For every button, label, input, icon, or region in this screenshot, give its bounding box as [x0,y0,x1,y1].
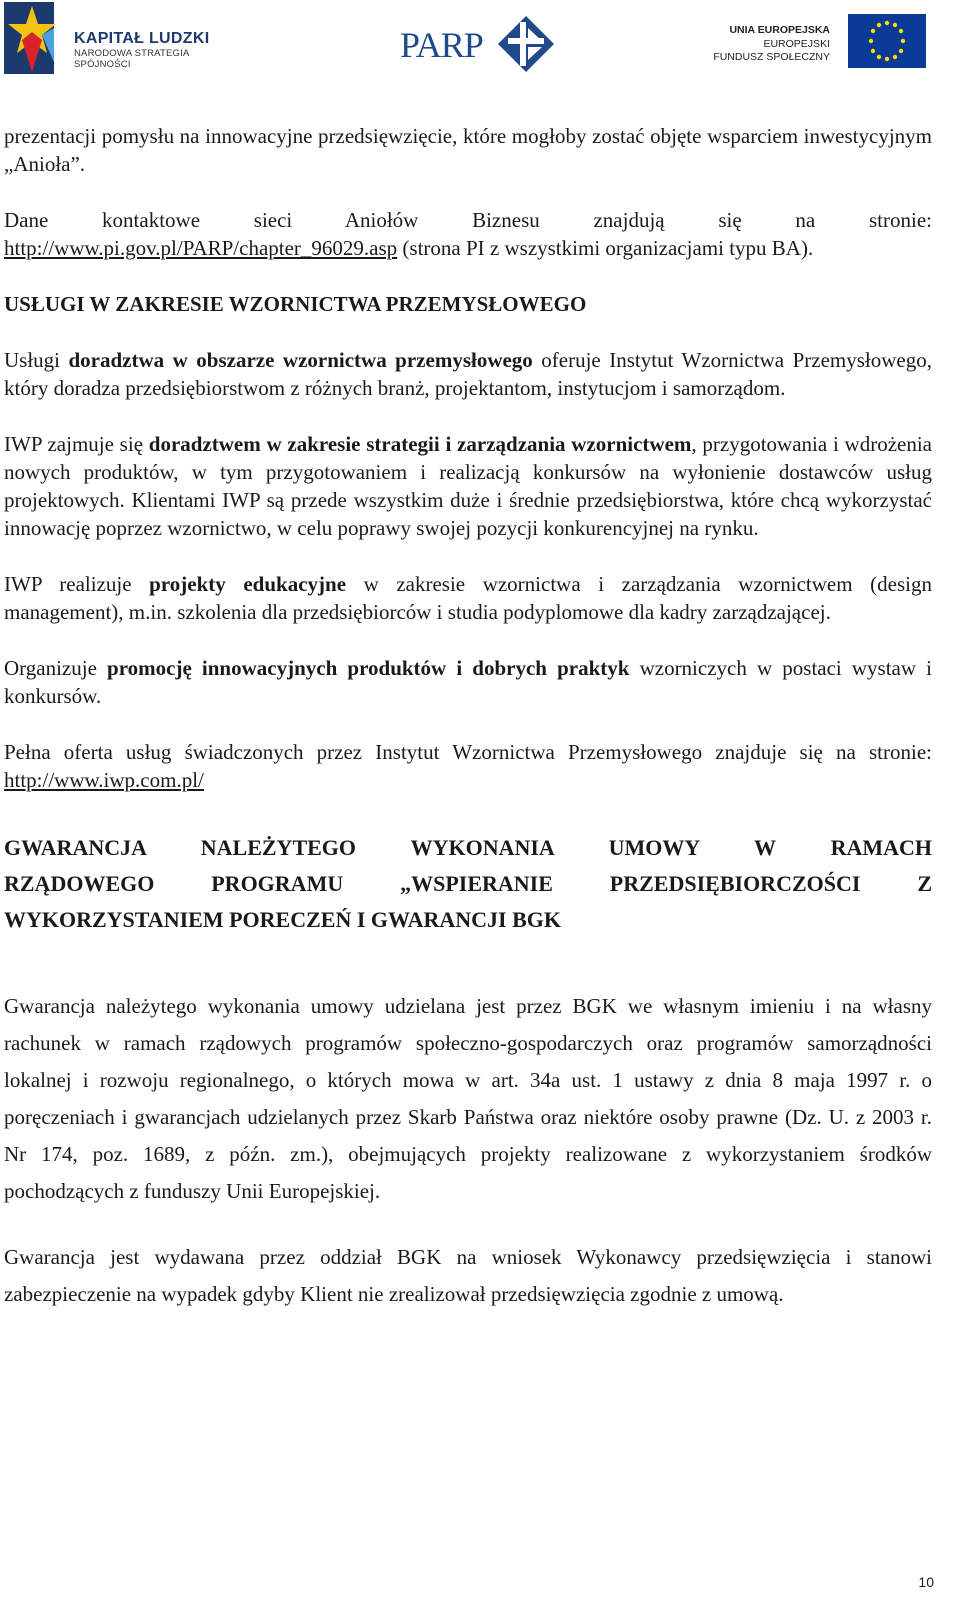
design-consulting-rest: oferuje Instytut Wzornictwa Przemysłowego, który doradza przedsiębiorstwom z różnych branż, projektantom, instytucjom i samorządom. [4,348,932,400]
angels-contact-suffix: (strona PI z wszystkimi organizacjami typu BA). [397,236,814,260]
iwp-link[interactable]: http://www.iwp.com.pl/ [4,768,204,792]
iwp-strategy-rest: , przygotowania i wdrożenia nowych produktów, w tym przygotowaniem i realizacją konkursów na wyłonienie dostawców usług projektowych. Klientami IWP są przede wszystkim duże i średnie przedsiębiorstwa, które chcą wykorzystać innowację poprzez wzornictwo, w celu poprawy swojej pozycji konkurencyjnej na rynku. [4,432,932,540]
page-header [0,0,960,82]
page-number: 10 [918,1574,934,1590]
paragraph-promotion [4,654,932,710]
kapital-ludzki-subtitle: NARODOWA STRATEGIA SPÓJNOŚCI [74,48,189,70]
pi-gov-link[interactable]: http://www.pi.gov.pl/PARP/chapter_96029.asp [4,236,398,260]
promotion-rest: wzorniczych w postaci wystaw i konkursów. [4,656,932,708]
parp-logo [400,14,560,72]
paragraph-iwp-strategy [4,430,932,542]
heading-industrial-design: USŁUGI W ZAKRESIE WZORNICTWA PRZEMYSŁOWEGO [4,292,587,316]
paragraph-iwp-offer [4,738,932,794]
angels-contact-text: Dane kontaktowe sieci Aniołów Biznesu znajdują się na stronie: [4,208,932,232]
paragraph-guarantee-issuance: Gwarancja jest wydawana przez oddział BGK na wniosek Wykonawcy przedsięwzięcia i stanowi zabezpieczenie na wypadek gdyby Klient nie zrealizował przedsięwzięcia zgodnie z umową. [4,1245,932,1306]
kapital-ludzki-star-icon [4,2,70,74]
heading-bgk-line2: RZĄDOWEGO PROGRAMU „WSPIERANIE PRZEDSIĘBIORCZOŚCI Z [4,871,932,896]
promotion-intro: Organizuje [4,656,108,680]
iwp-education-intro: IWP realizuje [4,572,150,596]
paragraph-design-consulting [4,346,932,402]
heading-bgk-line1: GWARANCJA NALEŻYTEGO WYKONANIA UMOWY W RAMACH [4,835,932,860]
parp-arrows-icon [498,16,554,72]
iwp-offer-text: Pełna oferta usług świadczonych przez Instytut Wzornictwa Przemysłowego znajduje się na stronie: [4,740,932,764]
kapital-ludzki-title: KAPITAŁ LUDZKI [74,30,210,47]
iwp-strategy-intro: IWP zajmuje się [4,432,149,456]
paragraph-guarantee-definition: Gwarancja należytego wykonania umowy udzielana jest przez BGK we własnym imieniu i na własny rachunek w ramach rządowych programów społeczno-gospodarczych oraz programów samorządności lokalnej i rozwoju regionalnego, o których mowa w art. 34a ust. 1 ustawy z dnia 8 maja 1997 r. o poręczeniach i gwarancjach udzielanych przez Skarb Państwa oraz niektóre osoby prawne (Dz. U. z 2003 r. Nr 174, poz. 1689, z późn. zm.), obejmujących projekty realizowane z wykorzystaniem środków pochodzących z funduszy Unii Europejskiej. [4,994,932,1203]
eu-logo-line3: FUNDUSZ SPOŁECZNY [713,51,830,63]
heading-bgk-line3: WYKORZYSTANIEM PORECZEŃ I GWARANCJI BGK [4,907,561,932]
heading-bgk-guarantee [4,830,932,938]
paragraph-iwp-education [4,570,932,626]
paragraph-angels-contact [4,206,932,262]
eu-logo [713,14,928,72]
eu-flag-icon [848,14,926,68]
iwp-education-bold: projekty edukacyjne [149,572,347,596]
document-body [4,122,932,1313]
eu-logo-line2: EUROPEJSKI [763,38,830,50]
iwp-education-rest: w zakresie wzornictwa i zarządzania wzornictwem (design management), m.in. szkolenia dla przedsiębiorców i studia podyplomowe dla kadry zarządzającej. [4,572,932,624]
promotion-bold: promocję innowacyjnych produktów i dobrych praktyk [107,656,630,680]
design-consulting-intro: Usługi [4,348,69,372]
kapital-ludzki-logo [4,2,244,74]
paragraph-angel-investment: prezentacji pomysłu na innowacyjne przedsięwzięcie, które mogłoby zostać objęte wsparciem inwestycyjnym „Anioła”. [4,124,932,176]
iwp-strategy-bold: doradztwem w zakresie strategii i zarządzania wzornictwem [148,432,692,456]
eu-logo-line1: UNIA EUROPEJSKA [729,24,830,36]
design-consulting-bold: doradztwa w obszarze wzornictwa przemysłowego [68,348,533,372]
parp-wordmark: PARP [400,25,483,65]
